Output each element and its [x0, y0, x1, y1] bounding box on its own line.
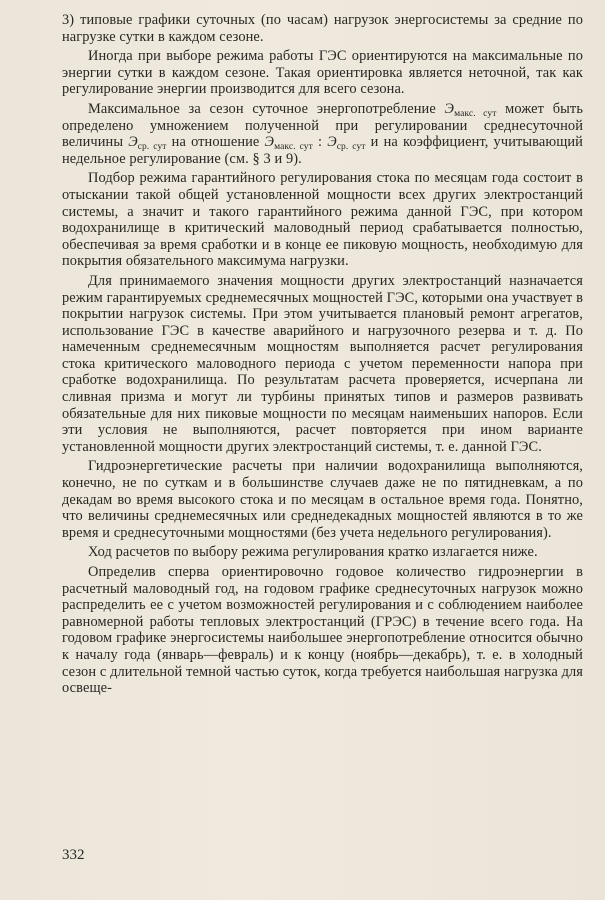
paragraph-2: Иногда при выборе режима работы ГЭС ориентируются на максимальные по энергии сутки в каждом сезоне. Такая ориентировка является неточной, так как регулирование энергии производится для всего сезона. [62, 48, 583, 98]
paragraph-8: Определив сперва ориентировочно годовое количество гидроэнергии в расчетный маловодный год, на годовом графике среднесуточных нагрузок можно распределить ее с учетом возможностей регулирования и с соблюдением наиболее равномерной работы тепловых электростанций (ГРЭС) в течение всего года. На годовом графике энергосистемы наибольшее энергопотребление относится обычно к началу года (январь—февраль) и к концу (ноябрь—декабрь), т. е. в холодный сезон с длительной темной частью суток, когда требуется наибольшая нагрузка для освеще- [62, 564, 583, 697]
ratio-separator: : [317, 134, 323, 151]
paragraph-7: Ход расчетов по выбору режима регулирования кратко излагается ниже. [88, 544, 538, 561]
paragraph-1: 3) типовые графики суточных (по часам) нагрузок энергосистемы за средние по нагрузке сутки в каждом сезоне. [62, 12, 583, 45]
formula-text-1: Максимальное за сезон суточное энергопотребление [88, 100, 436, 117]
paragraph-6: Гидроэнергетические расчеты при наличии водохранилища выполняются, конечно, не по суткам и в большинстве случаев даже не по пятидневкам, а по декадам во время высокого стока и по месяцам в остальное время года. Понятно, что величины среднемесячных или среднедекадных мощностей являются в то же время и среднесуточными мощностями (без учета недельного регулирования). [62, 458, 583, 541]
page-number: 332 [62, 847, 85, 863]
energy-symbol: Э [444, 100, 455, 117]
energy-subscript: ср. сут [137, 142, 167, 153]
paragraph-5: Для принимаемого значения мощности других электростанций назначается режим гарантируемых среднемесячных мощностей ГЭС, которыми она участвует в покрытии нагрузок системы. При этом учитывается плановый ремонт агрегатов, использование ГЭС в качестве аварийного и нагрузочного резерва и т. д. По намеченным среднемесячным мощностям выполняется расчет регулирования стока критического маловодного периода с учетом переменности напора при сработке водохранилища. По результатам расчета проверяется, исчерпана ли сливная призма и могут ли турбины принятых типов и размеров развивать обязательные для них пиковые мощности по месяцам наименьших напоров. Если эти условия не выполняются, расчет повторяется при ином варианте установленной мощности других электростанций системы, т. е. данной ГЭС. [62, 272, 583, 455]
paragraph-formula [62, 101, 583, 167]
energy-symbol: Э [264, 134, 275, 151]
formula-text-2: может быть определено умножением полученной при регулировании среднесуточной величины [62, 100, 583, 151]
energy-subscript: ср. сут [336, 142, 366, 153]
energy-subscript: макс. сут [274, 142, 313, 153]
page-body [62, 12, 583, 697]
paragraph-4: Подбор режима гарантийного регулирования стока по месяцам года состоит в отыскании такой общей установленной мощности всех других электростанций системы, а значит и такого гарантийного режима данной ГЭС, при котором водохранилище в критический маловодный период срабатывается полностью, обеспечивая за время сработки и в конце ее пиковую мощность, необходимую для покрытия обязательного максимума нагрузки. [62, 170, 583, 270]
energy-symbol: Э [327, 134, 337, 151]
formula-text-3: на отношение [171, 134, 260, 151]
energy-symbol: Э [128, 134, 138, 151]
formula-text-4: и на коэффициент, учитывающий недельное регулирование (см. § 3 и 9). [62, 134, 583, 167]
energy-subscript: макс. сут [454, 108, 497, 119]
